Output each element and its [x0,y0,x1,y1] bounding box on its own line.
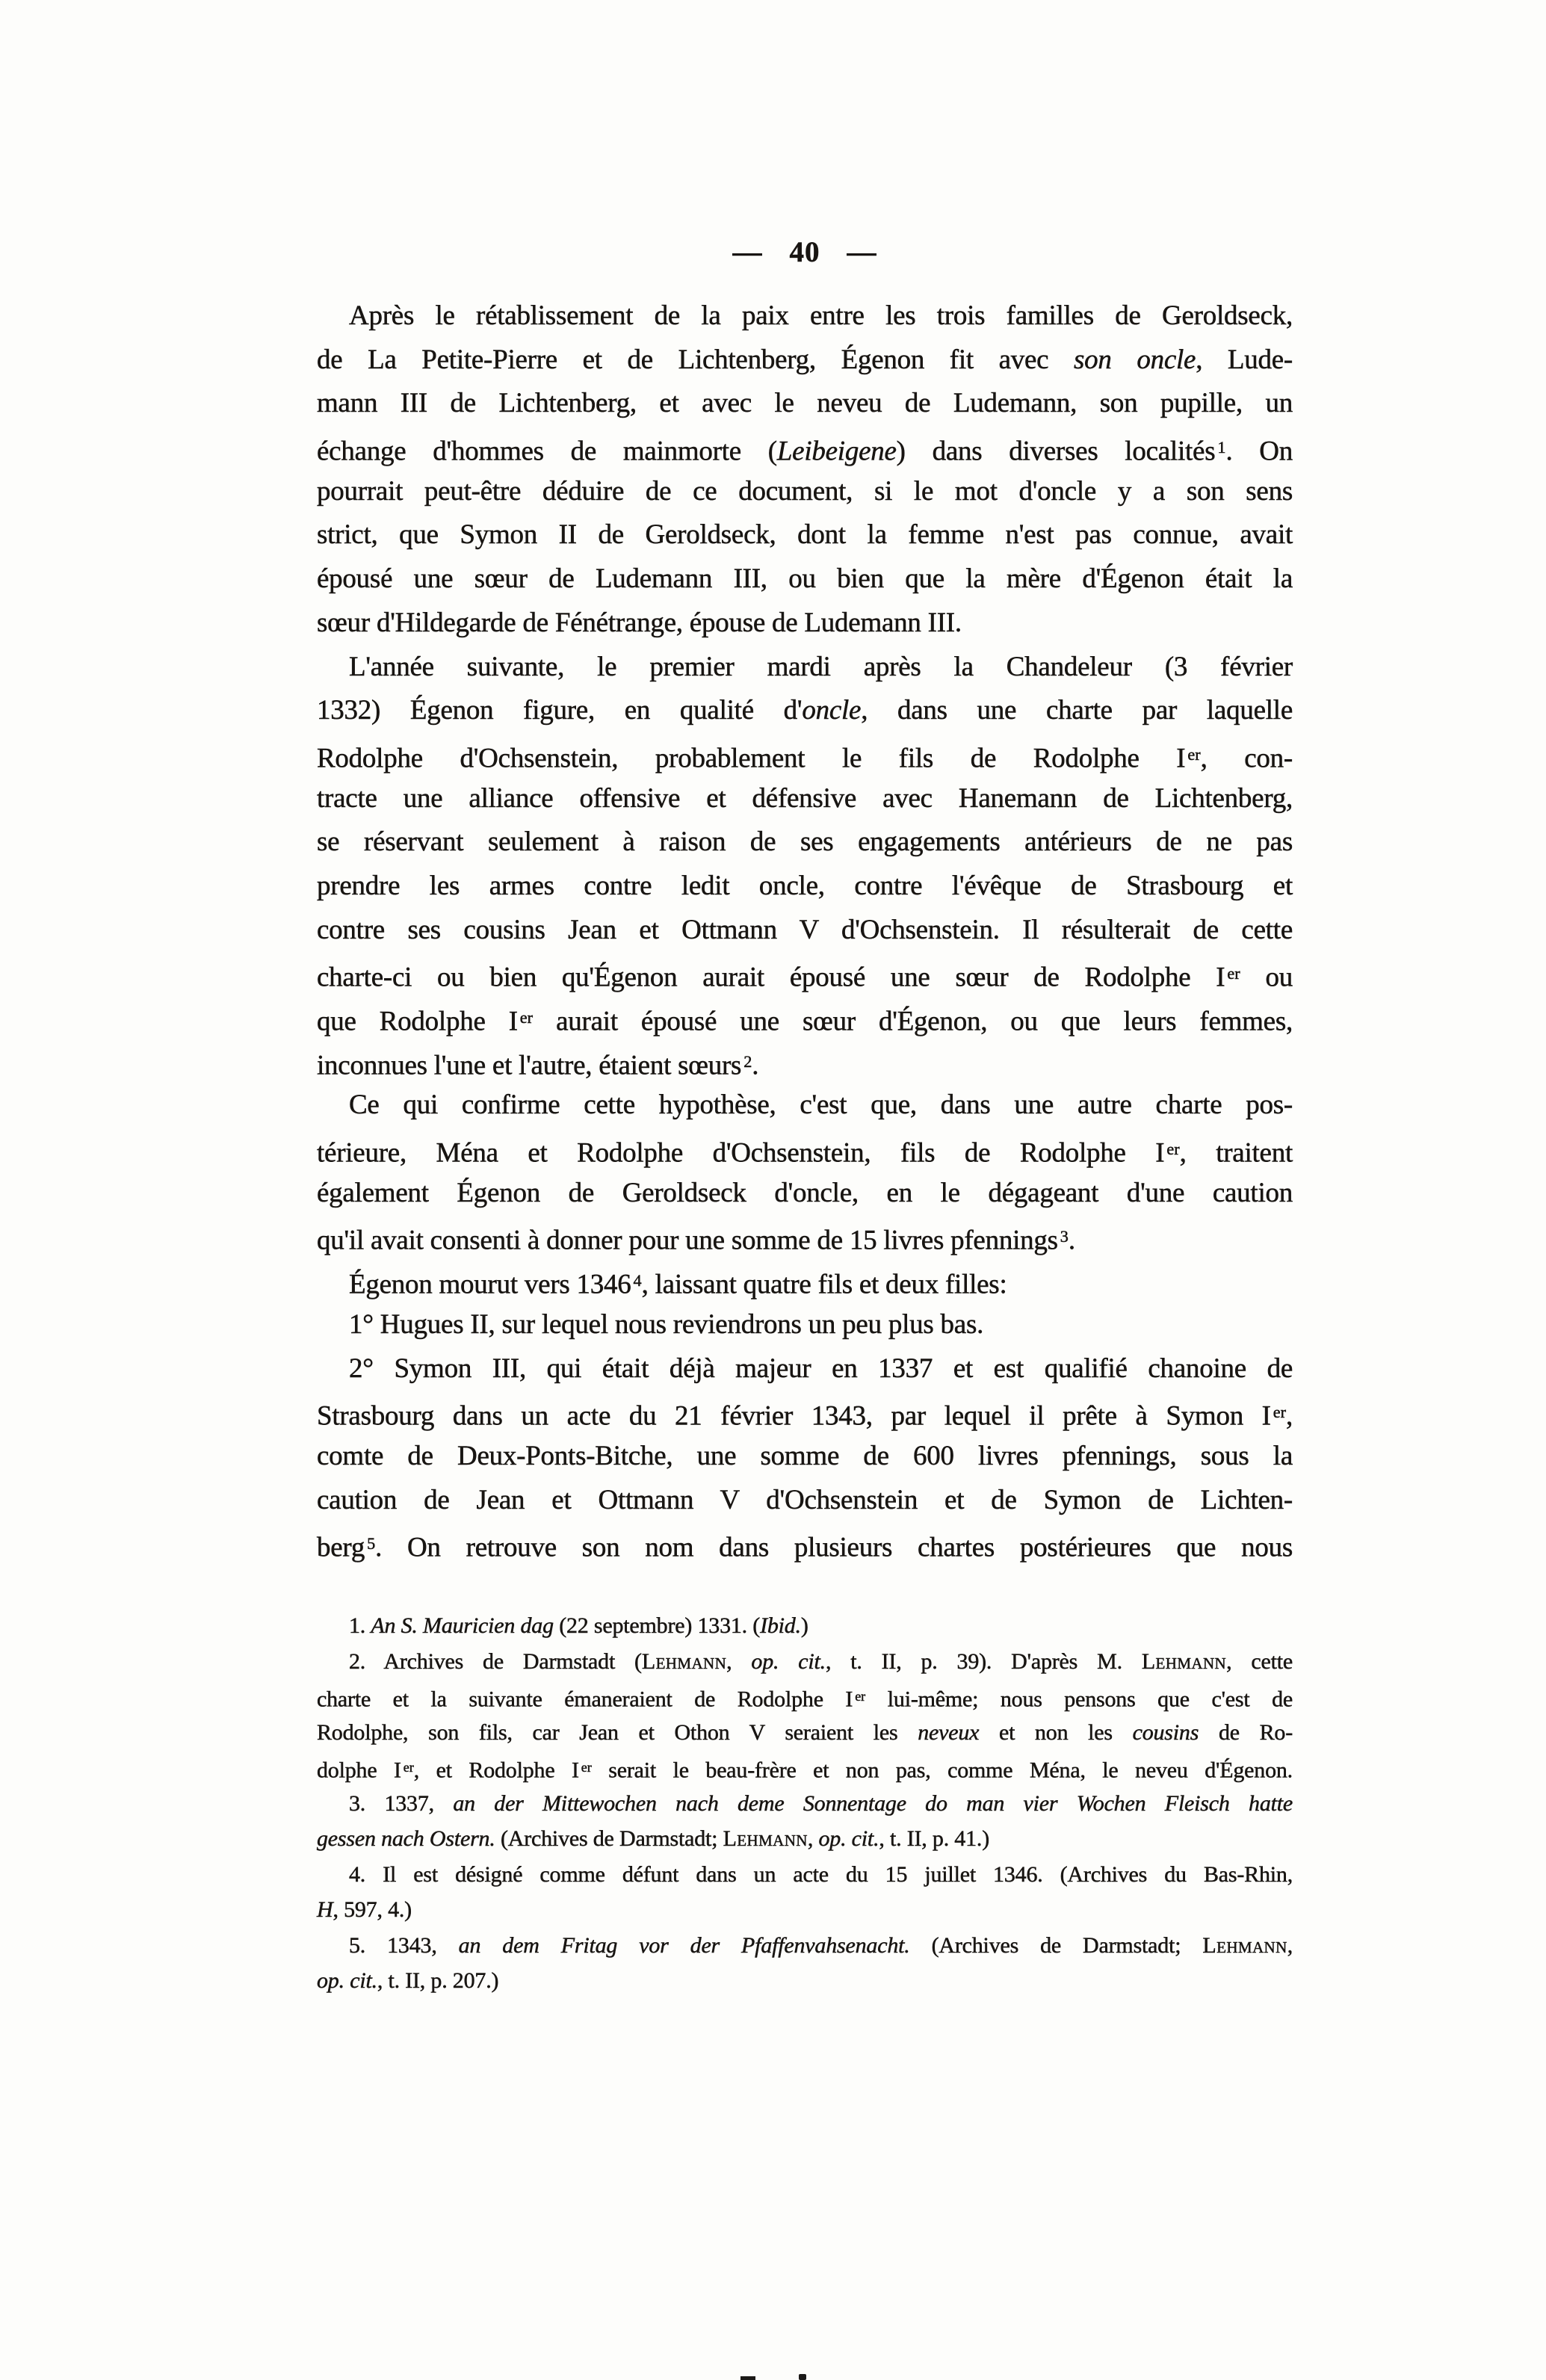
text-line [317,426,1293,470]
text-segment: , et Rodolphe I [413,1758,579,1783]
text-line [317,1215,1293,1259]
text-segment: mann III de Lichtenberg, et avec le neveu de Ludemann, son pupille, un [317,388,1293,419]
page-header [317,235,1293,271]
text-line [317,777,1293,821]
text-segment: neveux [918,1719,980,1745]
text-segment: échange d'hommes de mainmorte ( [317,436,777,467]
text-line [317,996,1293,1040]
text-line [317,470,1293,514]
text-line [317,382,1293,426]
text-segment: charte et la suivante émaneraient de Rodolphe I [317,1687,853,1712]
text-segment: 2° Symon III, qui était déjà majeur en 1337 et est qualifié chanoine de [349,1353,1293,1384]
paragraph-5 [317,1303,1293,1347]
text-line [317,1303,1293,1347]
text-segment: 3. 1337, [349,1790,454,1816]
text-line [317,1963,1293,1999]
text-line [317,1347,1293,1391]
text-line [317,1892,1293,1928]
text-line [317,1715,1293,1751]
footnote-reference: er [855,1689,866,1704]
text-line [317,909,1293,953]
text-line [317,1084,1293,1128]
text-segment: 1. [349,1613,371,1638]
text-segment: , t. II, p. 41.) [879,1826,989,1851]
text-line [317,646,1293,690]
footnotes [317,1608,1293,1999]
text-segment: comte de Deux-Ponts-Bitche, une somme de 600 livres pfennings, sous la [317,1440,1293,1471]
text-line [317,557,1293,602]
footnote-reference: er [1227,964,1240,983]
text-segment: (22 septembre) 1331. ( [553,1613,761,1638]
text-segment: se réservant seulement à raison de ses engagements antérieurs de ne pas [317,826,1293,858]
page-number: 40 [789,236,820,268]
text-line [317,1857,1293,1893]
footnote-reference: er [1187,744,1201,764]
text-segment: (Archives de Darmstadt; [909,1932,1203,1958]
text-segment: térieure, Ména et Rodolphe d'Ochsenstein, fils de Rodolphe I [317,1137,1165,1169]
text-line [317,689,1293,733]
text-line [317,733,1293,777]
text-line [317,820,1293,865]
paragraph-3 [317,1084,1293,1259]
text-segment: tracte une alliance offensive et défensive avec Hanemann de Lichtenberg, [317,782,1293,814]
text-line [317,513,1293,557]
paragraph-2 [317,646,1293,1084]
text-line [317,1522,1293,1566]
text-segment: inconnues l'une et l'autre, étaient sœurs [317,1050,742,1081]
text-line [317,1679,1293,1715]
text-segment: ) [800,1613,808,1638]
text-segment: charte-ci ou bien qu'Égenon aurait épousé une sœur de Rodolphe I [317,962,1225,993]
text-segment: op. cit. [751,1648,826,1674]
text-segment: sœur d'Hildegarde de Fénétrange, épouse de Ludemann III. [317,607,962,638]
text-segment: cousins [1132,1719,1199,1745]
footnote-reference: 1 [1217,438,1226,457]
text-segment: Égenon mourut vers 1346 [349,1269,631,1300]
footnote-4 [317,1857,1293,1928]
text-segment: an der Mittewochen nach deme Sonnentage do man vier Wochen Fleisch hatte [453,1790,1293,1816]
text-segment: Lehmann [641,1648,727,1674]
text-segment: , con- [1200,743,1293,774]
text-segment: berg [317,1532,365,1563]
text-segment: , dans une charte par laquelle [861,695,1293,726]
text-line [317,1821,1293,1857]
footnote-5 [317,1928,1293,1999]
body-text [317,294,1293,1566]
footnote-reference: 5 [367,1534,376,1554]
text-line [317,1608,1293,1644]
text-segment: prendre les armes contre ledit oncle, contre l'évêque de Strasbourg et [317,870,1293,901]
text-segment: op. cit. [317,1968,377,1993]
page-bottom-cutoff-dash [740,2376,755,2380]
text-segment: épousé une sœur de Ludemann III, ou bien que la mère d'Égenon était la [317,563,1293,595]
text-segment: de Ro- [1199,1719,1293,1745]
text-segment: ou [1240,962,1293,993]
text-segment: gessen nach Ostern. [317,1826,495,1851]
footnote-reference: er [1273,1403,1286,1422]
text-segment: , traitent [1179,1137,1293,1169]
text-segment: An S. Mauricien dag [371,1613,554,1638]
text-segment: H [317,1897,333,1922]
text-segment: strict, que Symon II de Geroldseck, dont la femme n'est pas connue, avait [317,519,1293,551]
text-segment: Strasbourg dans un acte du 21 février 1343, par lequel il prête à Symon I [317,1400,1271,1432]
text-segment: , t. II, p. 39). D'après M. [825,1648,1142,1674]
footnote-reference: 4 [633,1271,642,1291]
paragraph-6 [317,1347,1293,1566]
text-segment: , cette [1226,1648,1293,1674]
text-line [317,1128,1293,1172]
footnote-reference: er [581,1760,592,1775]
text-segment: . [752,1050,759,1081]
text-segment: 4. Il est désigné comme défunt dans un acte du 15 juillet 1346. (Archives du Bas-Rhin, [349,1861,1293,1887]
text-segment: , [1286,1400,1293,1432]
text-segment: op. cit. [818,1826,879,1851]
text-segment: (Archives de Darmstadt; [495,1826,723,1851]
text-segment: 2. Archives de Darmstadt ( [349,1648,642,1674]
text-segment: 5. 1343, [349,1932,459,1958]
text-segment: serait le beau-frère et non pas, comme Ména, le neveu d'Égenon. [591,1758,1293,1783]
text-segment: an dem Fritag vor der Pfaffenvahsenacht. [458,1932,910,1958]
text-line [317,294,1293,339]
text-segment: Leibeigene [776,436,897,467]
text-segment: , 597, 4.) [333,1897,412,1922]
footnote-reference: 2 [743,1051,752,1071]
text-segment: 1332) Égenon figure, en qualité d' [317,695,803,726]
text-line [317,1479,1293,1523]
footnote-3 [317,1786,1293,1857]
text-segment: oncle [802,695,862,726]
text-segment: contre ses cousins Jean et Ottmann V d'Ochsenstein. Il résulterait de cette [317,914,1293,945]
text-segment: Lehmann [1202,1932,1287,1958]
footnote-reference: er [403,1760,414,1775]
text-line [317,1750,1293,1786]
text-segment: Rodolphe d'Ochsenstein, probablement le fils de Rodolphe I [317,743,1186,774]
text-segment: , t. II, p. 207.) [377,1968,499,1993]
text-line [317,1259,1293,1303]
footnote-reference: er [519,1008,534,1027]
text-segment: qu'il avait consenti à donner pour une somme de 15 livres pfennings [317,1225,1058,1256]
text-line [317,1172,1293,1216]
text-line [317,339,1293,383]
text-segment: . [1068,1225,1075,1256]
text-segment: et non les [979,1719,1133,1745]
text-line [317,1040,1293,1084]
text-segment: lui-même; nous pensons que c'est de [865,1687,1293,1712]
text-segment: , [807,1826,819,1851]
text-segment: Rodolphe, son fils, car Jean et Othon V seraient les [317,1719,918,1745]
text-segment: dolphe I [317,1758,401,1783]
text-segment: ) dans diverses localités [896,436,1216,467]
text-line [317,1391,1293,1435]
text-line [317,602,1293,646]
page-header-dash-left: — [732,236,763,268]
text-segment: que Rodolphe I [317,1006,518,1037]
text-segment: Lehmann [1141,1648,1227,1674]
text-line [317,1786,1293,1822]
text-segment: . On [1225,436,1293,467]
text-segment: également Égenon de Geroldseck d'oncle, en le dégageant d'une caution [317,1177,1293,1208]
paragraph-4 [317,1259,1293,1303]
text-segment: Après le rétablissement de la paix entre les trois familles de Geroldseck, [349,300,1293,331]
text-segment: . On retrouve son nom dans plusieurs chartes postérieures que nous [375,1532,1293,1563]
text-segment: , [726,1648,752,1674]
text-segment: , laissant quatre fils et deux filles: [641,1269,1007,1300]
text-segment: Ce qui confirme cette hypothèse, c'est que, dans une autre charte pos- [349,1089,1293,1121]
footnote-reference: er [1166,1140,1180,1159]
page-header-dash-right: — [847,236,877,268]
text-segment: , Lude- [1196,344,1293,375]
text-line [317,1928,1293,1964]
text-line [317,865,1293,909]
text-segment: L'année suivante, le premier mardi après la Chandeleur (3 février [349,651,1293,682]
text-segment: caution de Jean et Ottmann V d'Ochsenstein et de Symon de Lichten- [317,1484,1293,1515]
paragraph-1 [317,294,1293,646]
text-segment: son oncle [1074,344,1196,375]
text-segment: , [1287,1932,1293,1958]
text-line [317,952,1293,996]
text-segment: Ibid. [760,1613,801,1638]
text-segment: aurait épousé une sœur d'Égenon, ou que leurs femmes, [533,1006,1293,1037]
text-segment: pourrait peut-être déduire de ce document, si le mot d'oncle y a son sens [317,475,1293,507]
text-segment: Lehmann [723,1826,808,1851]
page-bottom-cutoff-mark [799,2374,806,2380]
text-segment: de La Petite-Pierre et de Lichtenberg, Égenon fit avec [317,344,1075,375]
text-line [317,1644,1293,1680]
footnote-2 [317,1644,1293,1786]
footnote-1 [317,1608,1293,1644]
text-segment: 1° Hugues II, sur lequel nous reviendrons un peu plus bas. [349,1308,984,1340]
text-line [317,1435,1293,1479]
footnote-reference: 3 [1060,1227,1069,1246]
